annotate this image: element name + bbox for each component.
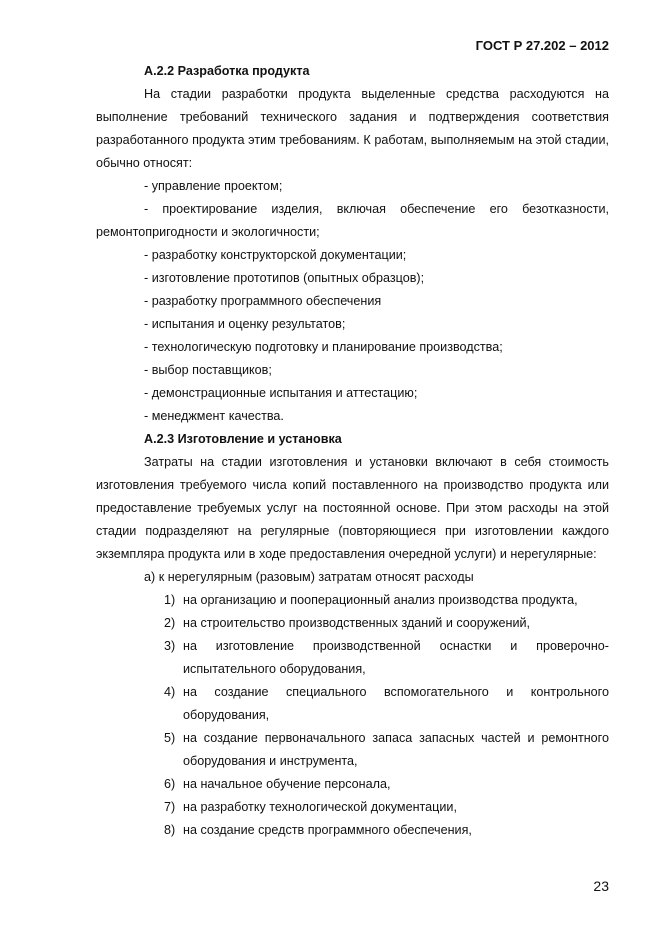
numbered-item	[96, 727, 609, 773]
numbered-item	[96, 681, 609, 727]
list-item: - проектирование изделия, включая обеспечение его безотказности, ремонтопригодности и экологичности;	[96, 202, 609, 239]
sub-item-a: а) к нерегулярным (разовым) затратам относят расходы	[144, 570, 474, 584]
numbered-item	[96, 589, 609, 612]
paragraph-a23-intro: Затраты на стадии изготовления и установки включают в себя стоимость изготовления требуемого числа копий поставленного на производство продукта или предоставление требуемых услуг на постоянной основе. При этом расходы на этой стадии подразделяют на регулярные (повторяющиеся при изготовлении каждого экземпляра продукта или в ходе предоставления очередной услуги) и нерегулярные:	[96, 455, 609, 561]
item-text: на создание первоначального запаса запасных частей и ремонтного оборудования и инструмента,	[183, 731, 609, 768]
item-text: на создание специального вспомогательного и контрольного оборудования,	[183, 685, 609, 722]
list-item: - разработку конструкторской документации;	[144, 248, 407, 262]
numbered-item	[96, 612, 609, 635]
list-item: - испытания и оценку результатов;	[144, 317, 346, 331]
numbered-item	[96, 635, 609, 681]
item-text: на создание средств программного обеспечения,	[183, 823, 472, 837]
list-item: - демонстрационные испытания и аттестацию;	[144, 386, 418, 400]
document-header: ГОСТ Р 27.202 – 2012	[475, 38, 609, 53]
numbered-item	[96, 796, 609, 819]
item-number: 7)	[164, 800, 176, 814]
item-number: 2)	[164, 616, 176, 630]
page-content	[96, 60, 609, 842]
item-text: на разработку технологической документации,	[183, 800, 457, 814]
item-text: на начальное обучение персонала,	[183, 777, 391, 791]
item-number: 4)	[164, 685, 176, 699]
numbered-item	[96, 819, 609, 842]
numbered-item	[96, 773, 609, 796]
section-heading-a22: А.2.2 Разработка продукта	[144, 64, 310, 78]
list-item: - технологическую подготовку и планирование производства;	[144, 340, 503, 354]
list-item: - разработку программного обеспечения	[144, 294, 382, 308]
list-item: - менеджмент качества.	[144, 409, 284, 423]
list-item: - изготовление прототипов (опытных образцов);	[144, 271, 425, 285]
item-number: 6)	[164, 777, 176, 791]
item-text: на изготовление производственной оснастки и проверочно-испытательного оборудования,	[183, 639, 609, 676]
item-text: на строительство производственных зданий и сооружений,	[183, 616, 531, 630]
item-number: 3)	[164, 639, 176, 653]
list-item: - выбор поставщиков;	[144, 363, 272, 377]
section-heading-a23: А.2.3 Изготовление и установка	[144, 432, 342, 446]
item-text: на организацию и пооперационный анализ производства продукта,	[183, 593, 578, 607]
item-number: 8)	[164, 823, 176, 837]
page-number: 23	[593, 878, 609, 894]
paragraph-a22-intro: На стадии разработки продукта выделенные средства расходуются на выполнение требований технического задания и подтверждения соответствия разработанного продукта этим требованиям. К работам, выполняемым на этой стадии, обычно относят:	[96, 87, 609, 170]
item-number: 5)	[164, 731, 176, 745]
list-item: - управление проектом;	[144, 179, 283, 193]
item-number: 1)	[164, 593, 176, 607]
